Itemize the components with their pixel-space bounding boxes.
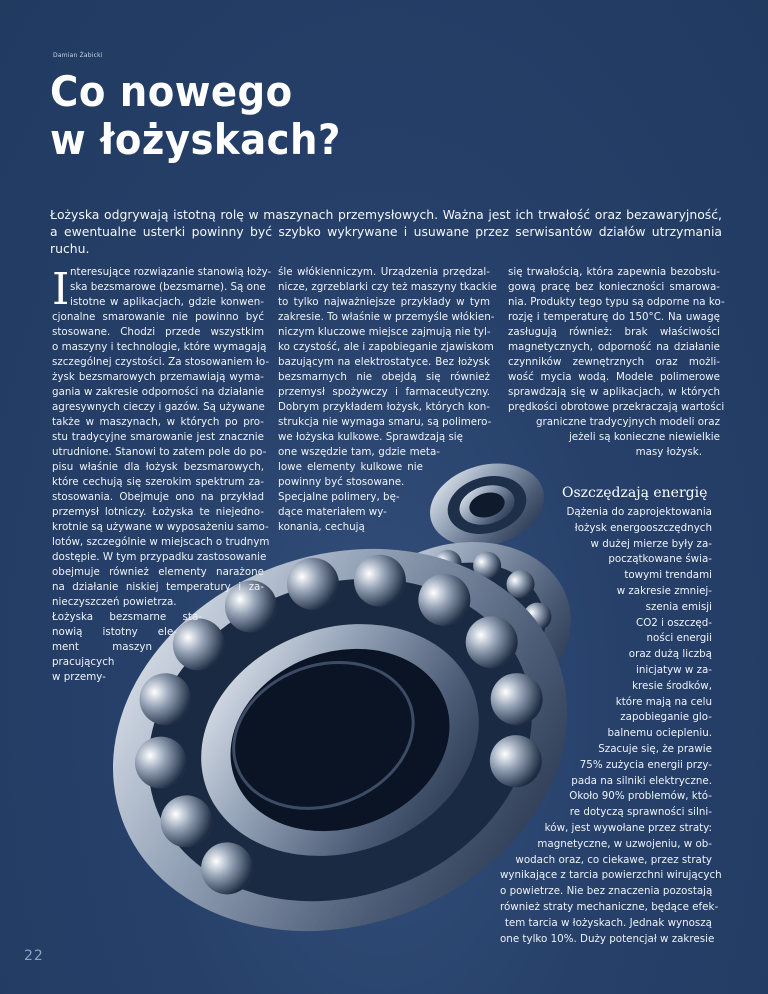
text-line: nicze, zgrzeblarki czy też maszyny tkackie [278,281,497,293]
text-line: nieczyszczeń powietrza. [52,596,177,608]
text-line: przemysł spożywczy i farmaceutyczny. [278,386,490,398]
text-line: utrudnione. Stanowi to zatem pole do po- [52,446,267,458]
text-line: śle włókienniczym. Urządzenia przędzal- [278,266,490,278]
text-line: wynikające z tarcia powierzchni wirujących [500,869,722,882]
text-line: sprawdzają się w aplikacjach, w których [508,386,720,398]
text-line: stu tradycyjne smarowanie jest znacznie [52,431,264,443]
text-line: szenia emisji [645,600,712,613]
text-line: powinny być stosowane. [278,476,405,488]
text-line: bezsmarnych nie obejdą się również [278,371,490,383]
author-name: Damian Żabicki [53,52,103,59]
text-line: prędkości obrotowe przekraczają wartości [508,401,725,413]
text-line: żysk bezsmarowych przemawiają wyma- [52,371,264,383]
text-line: bazującym na elektrostatyce. Bez łożysk [278,356,490,368]
text-line: CO2 i oszczęd- [636,616,712,629]
text-line: czynników zewnętrznych oraz możli- [508,356,720,368]
text-line: krotnie są używane w wyposażeniu samo- [52,521,269,533]
text-line: 75% zużycia energii przy- [579,758,712,771]
text-line: nteresujące rozwiązanie stanowią łoży- [70,266,272,278]
text-line: nia. Produkty tego typu są odporne na ko- [508,296,725,308]
text-line: wodach oraz, co ciekawe, przez straty [515,853,712,866]
text-line: konania, cechują [278,521,365,533]
text-line: pisu właśnie dla łożysk bezsmarowych, [52,461,264,473]
text-line: zakresie. To właśnie w przemyśle włókien- [278,311,495,323]
text-line: rozję i temperaturę do 150°C. Na uwagę [508,311,720,323]
text-line: gową pracę bez konieczności smarowa- [508,281,720,293]
text-line: stosowania. Obejmuje ono na przykład [52,491,264,503]
text-line: jeżeli są konieczne niewielkie [568,431,720,443]
text-line: one wszędzie tam, gdzie meta- [278,446,440,458]
text-line: strukcja nie wymaga smaru, są polimero- [278,416,492,428]
text-line: ska bezsmarowe (bezsmarne). Są one [70,281,266,293]
text-line: Łożyska bezsmarne sta- [52,611,202,623]
text-line: w dużej mierze były za- [590,537,712,550]
text-line: początkowane świa- [608,553,712,566]
text-line: się trwałością, która zapewnia bezobsłu- [508,266,720,278]
text-line: dące materiałem wy- [278,506,387,518]
text-line: ko czystość, ale i zapobieganie zjawiskom [278,341,494,353]
text-line: o powietrze. Nie bez znaczenia pozostają [500,885,713,898]
column-4 [500,505,722,947]
text-line: łożysk energooszczędnych [574,521,712,534]
text-line: tem tarcia w łożyskach. Jednak wynoszą [504,916,712,929]
text-line: pracujących [52,656,115,668]
title-line-2: w łożyskach? [50,115,341,164]
text-line: towymi trendami [624,569,712,582]
text-line: dostępie. W tym przypadku zastosowanie [52,551,267,563]
text-line: również straty mechaniczne, będące efek- [500,900,719,913]
page-number: 22 [24,948,44,964]
text-line: oraz dużą liczbą [628,648,712,661]
text-line: przemysł lotniczy. Łożyska te niejedno- [52,506,264,518]
text-line: cjonalne smarowanie nie powinno być [52,311,264,323]
text-line: balnemu ociepleniu. [607,727,712,740]
column-2 [278,265,497,535]
text-line: lotów, szczególnie w miejscach o trudnym [52,536,270,548]
article-title [50,68,341,164]
text-line: w przemy- [52,671,106,683]
text-line: które mają na celu [615,695,712,708]
column-1 [52,265,272,685]
text-line: Dobrym przykładem łożysk, których kon- [278,401,490,413]
text-line: ment maszyn [52,641,152,653]
text-line: pada na silniki elektryczne. [571,774,712,787]
text-line: nowią istotny ele- [52,626,177,638]
title-line-1: Co nowego [50,67,293,116]
text-line: obejmuje również elementy narażone [52,566,264,578]
text-line: wość mycia wodą. Modele polimerowe [508,371,720,383]
text-line: Specjalne polimery, bę- [278,491,400,503]
text-line: masy łożysk. [635,446,702,458]
drop-cap: I [52,264,70,315]
text-line: niczym kluczowe miejsce zajmują nie tyl- [278,326,491,338]
text-line: re dotyczą sprawności silni- [569,806,712,819]
text-line: inicjatyw w za- [635,663,712,676]
text-line: graniczne tradycyjnych modeli oraz [535,416,720,428]
text-line: które cechują się szerokim spektrum za- [52,476,264,488]
section-subheading: Oszczędzają energię [562,485,708,501]
text-line: agresywnych cieczy i gazów. Są używane [52,401,265,413]
lead-paragraph: Łożyska odgrywają istotną rolę w maszynach przemysłowych. Ważna jest ich trwałość oraz bezawaryjność, a ewentualne usterki powinny być szybko wykrywane i usuwane przez serwisantów działów utrzymania ruchu. [50,207,722,256]
text-line: w zakresie zmniej- [616,584,712,597]
text-line: ności energii [646,632,712,645]
text-line: to tylko najważniejsze przykłady w tym [278,296,490,308]
text-line: także w maszynach, w których po pro- [52,416,264,428]
text-line: szczególnej czystości. Za stosowaniem ło- [52,356,270,368]
text-line: one tylko 10%. Duży potencjał w zakresie [500,932,715,945]
column-3 [508,265,725,460]
text-line: o maszyny i technologie, które wymagają [52,341,267,353]
text-line: istotne w aplikacjach, gdzie konwen- [70,296,264,308]
text-line: we łożyska kulkowe. Sprawdzają się [278,431,464,443]
text-line: ków, jest wywołane przez straty: [544,821,712,834]
text-line: Około 90% problemów, któ- [569,790,712,803]
text-line: Szacuje się, że prawie [598,742,712,755]
text-line: Dążenia do zaprojektowania [566,506,712,518]
text-line: zapobieganie glo- [620,711,712,724]
text-line: magnetyczne, w uzwojeniu, w ob- [537,837,712,850]
text-line: zasługują również: brak właściwości [508,326,720,338]
text-line: magnetycznych, odporność na działanie [508,341,720,353]
text-line: gania w zakresie odporności na działanie [52,386,264,398]
text-line: stosowane. Chodzi przede wszystkim [52,326,264,338]
text-line: na działanie niskiej temperatury i za- [52,581,264,593]
text-line: kresie środków, [632,679,712,692]
text-line: lowe elementy kulkowe nie [278,461,423,473]
